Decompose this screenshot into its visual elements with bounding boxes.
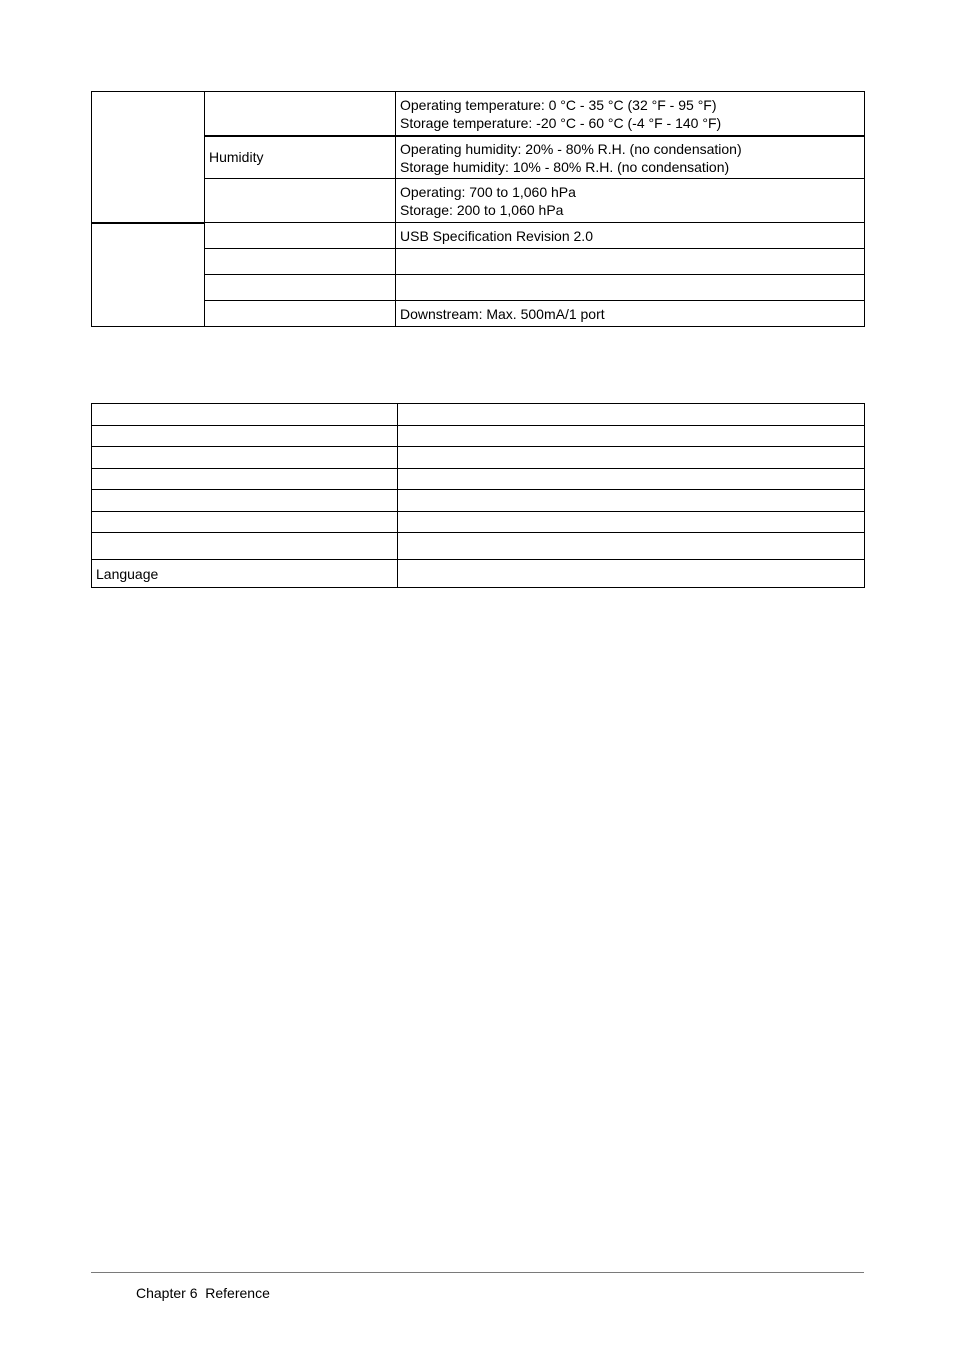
row-label — [92, 512, 398, 533]
table-row — [92, 469, 865, 490]
humidity-row — [92, 136, 865, 179]
specifications-table — [91, 91, 865, 327]
row-label — [92, 404, 398, 426]
storage-humidity-text: Storage humidity: 10% - 80% R.H. (no condensation) — [400, 158, 730, 175]
temperature-label — [205, 92, 396, 136]
usb-row — [92, 249, 865, 275]
operating-humidity-text: Operating humidity: 20% - 80% R.H. (no condensation) — [400, 140, 742, 157]
table-row — [92, 426, 865, 447]
air-pressure-row — [92, 179, 865, 223]
row-value — [398, 426, 865, 447]
temperature-value — [396, 92, 865, 136]
table-row — [92, 512, 865, 533]
environment-category-cell — [92, 92, 205, 223]
table-row — [92, 533, 865, 560]
humidity-label: Humidity — [205, 136, 396, 179]
usb-category-cell — [92, 223, 205, 327]
usb-row-label — [205, 301, 396, 327]
usb-row-label — [205, 275, 396, 301]
footer-chapter-label: Chapter 6 Reference — [136, 1285, 270, 1301]
usb-row-value — [396, 249, 865, 275]
storage-pressure-text: Storage: 200 to 1,060 hPa — [400, 202, 564, 218]
usb-row-value: USB Specification Revision 2.0 — [396, 223, 865, 249]
temperature-row — [92, 92, 865, 136]
row-label — [92, 533, 398, 560]
row-value — [398, 404, 865, 426]
table-row — [92, 490, 865, 512]
operating-pressure-text: Operating: 700 to 1,060 hPa — [400, 184, 576, 200]
row-value — [398, 533, 865, 560]
usb-row-value: Downstream: Max. 500mA/1 port — [396, 301, 865, 327]
air-pressure-value — [396, 179, 865, 223]
storage-temperature-text: Storage temperature: -20 °C - 60 °C (-4 °F - 140 °F) — [400, 114, 722, 131]
usb-row — [92, 301, 865, 327]
table-row — [92, 447, 865, 469]
row-label — [92, 469, 398, 490]
row-value — [398, 469, 865, 490]
usb-row-label — [205, 223, 396, 249]
language-value — [398, 560, 865, 588]
row-label — [92, 490, 398, 512]
row-label — [92, 426, 398, 447]
row-value — [398, 512, 865, 533]
row-value — [398, 490, 865, 512]
footer-divider — [91, 1272, 864, 1273]
table-row — [92, 404, 865, 426]
language-label: Language — [92, 560, 398, 588]
row-value — [398, 447, 865, 469]
usb-row-value — [396, 275, 865, 301]
accessories-table — [91, 403, 865, 588]
operating-temperature-text: Operating temperature: 0 °C - 35 °C (32 °F - 95 °F) — [400, 96, 717, 113]
usb-row — [92, 275, 865, 301]
language-row — [92, 560, 865, 588]
usb-row-label — [205, 249, 396, 275]
row-label — [92, 447, 398, 469]
humidity-value — [396, 136, 865, 179]
air-pressure-label — [205, 179, 396, 223]
usb-row — [92, 223, 865, 249]
